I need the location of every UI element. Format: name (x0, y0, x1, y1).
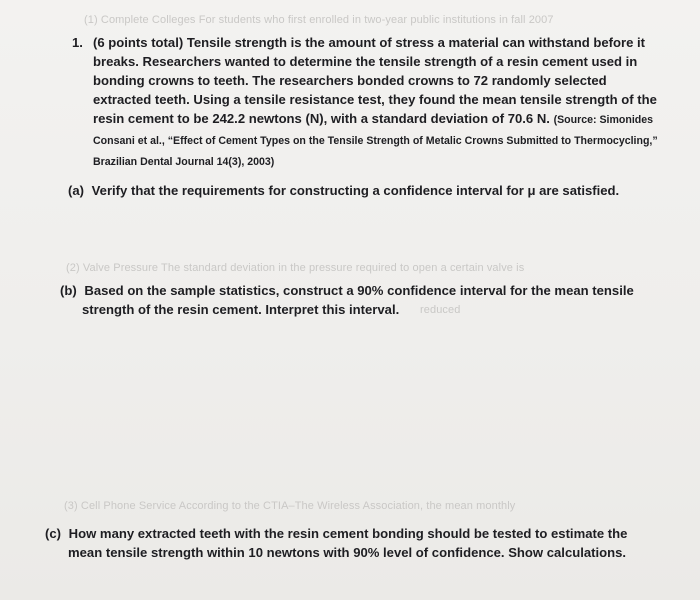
ghost-text-middle-tail: reduced (420, 304, 461, 316)
part-c-label: (c) (45, 526, 62, 541)
ghost-text-middle: (2) Valve Pressure The standard deviation in the pressure required to open a certain valve is (66, 262, 525, 274)
question-number: 1. (72, 35, 83, 50)
ghost-text-bottom: (3) Cell Phone Service According to the CTIA–The Wireless Association, the mean monthly (64, 500, 516, 512)
part-c-text-line2: mean tensile strength within 10 newtons with 90% level of confidence. Show calculations. (68, 545, 627, 560)
part-b (60, 281, 660, 319)
part-c (45, 524, 665, 562)
question-source: (Source: Simonides Consani et al., “Effect of Cement Types on the Tensile Strength of Metalic Crowns Submitted to Thermocycling,” Brazilian Dental Journal 14(3), 2003) (93, 114, 658, 168)
part-a (68, 181, 668, 200)
question-1 (72, 33, 667, 172)
question-body (93, 33, 667, 172)
part-a-text: Verify that the requirements for constructing a confidence interval for μ are satisfied. (91, 183, 620, 198)
part-c-text-line1: How many extracted teeth with the resin cement bonding should be tested to estimate the (68, 526, 628, 541)
part-b-text-line2: strength of the resin cement. Interpret this interval. (82, 302, 400, 317)
question-text: Tensile strength is the amount of stress a material can withstand before it breaks. Researchers wanted to determine the tensile strength of a resin cement used in bonding crowns to teeth. The researchers bonded crowns to 72 randomly selected extracted teeth. Using a tensile resistance test, they found the mean tensile strength of the resin cement to be 242.2 newtons (N), with a standard deviation of 70.6 N. (93, 35, 657, 126)
part-b-text-line1: Based on the sample statistics, construct a 90% confidence interval for the mean tensile (84, 283, 634, 298)
ghost-text-top: (1) Complete Colleges For students who first enrolled in two-year public institutions in fall 2007 (84, 14, 554, 26)
part-b-label: (b) (60, 283, 77, 298)
part-a-label: (a) (68, 183, 85, 198)
question-points: (6 points total) (93, 35, 184, 50)
